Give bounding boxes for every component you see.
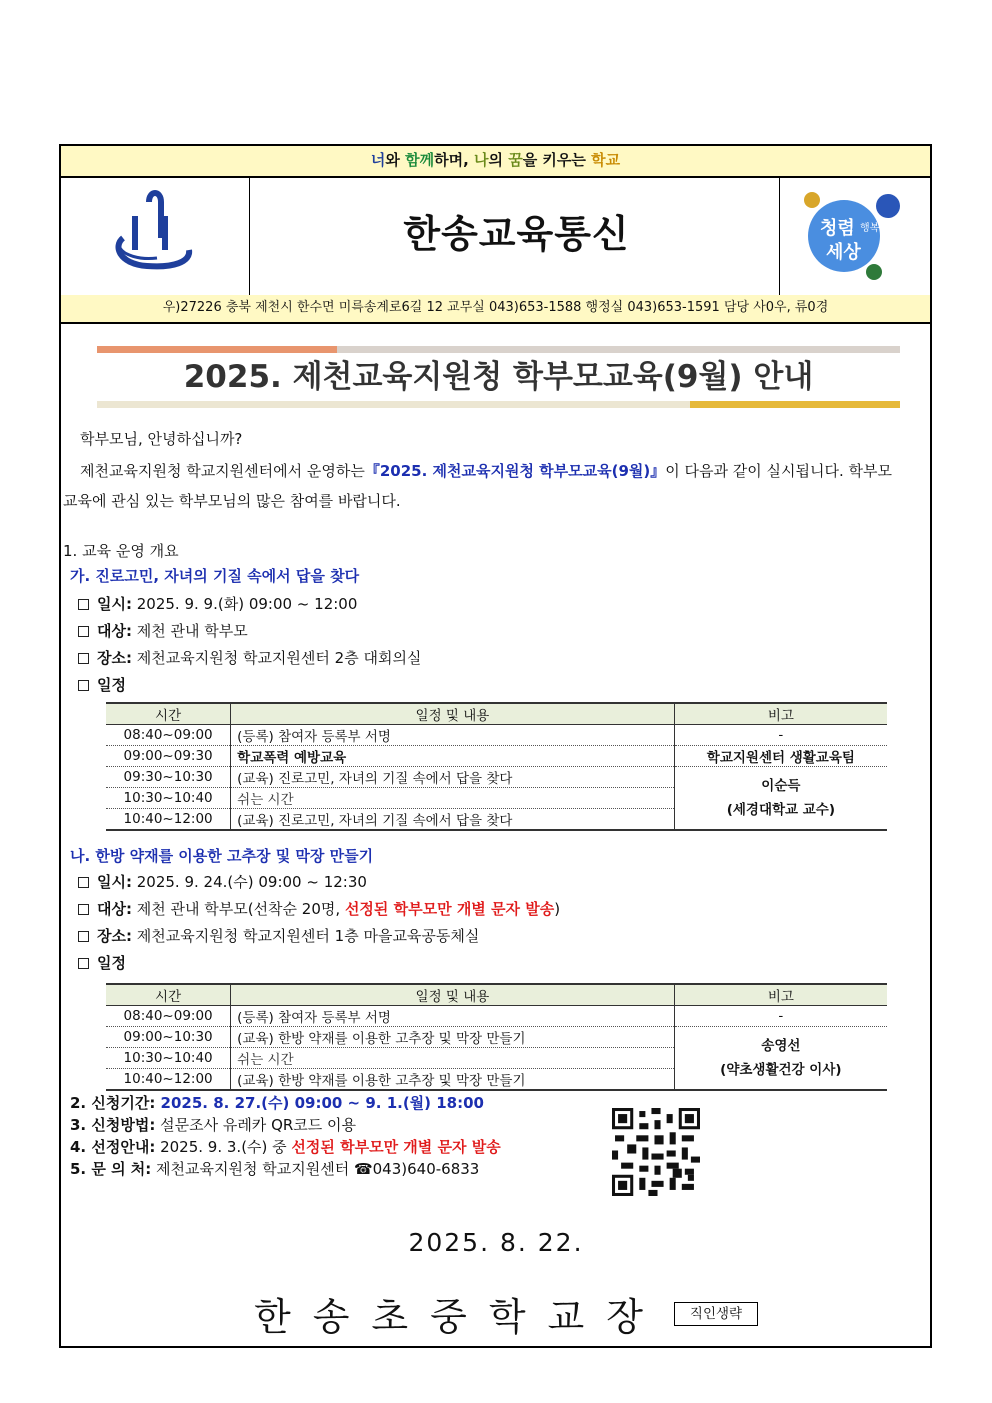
program-a-schedule-label [78, 675, 126, 695]
content-cell: (교육) 진로고민, 자녀의 기질 속에서 답을 찾다 [231, 809, 675, 831]
integrity-badge [779, 176, 930, 295]
item-value: 2025. 8. 27.(수) 09:00 ~ 9. 1.(월) 18:00 [155, 1094, 484, 1112]
checkbox-icon [78, 877, 89, 888]
program-a-place [78, 648, 421, 668]
checkbox-icon [78, 904, 89, 915]
slogan-part: 함께 [405, 151, 435, 169]
highlight-text: 선정된 학부모만 개별 문자 발송 [344, 900, 555, 918]
slogan-part: 을 키우는 [522, 151, 592, 169]
slogan-part: 와 [385, 151, 406, 169]
note-cell: 학교지원센터 생활교육팀 [674, 746, 887, 767]
school-logo-cell [61, 176, 250, 295]
item-label: 2. 신청기간: [70, 1094, 156, 1112]
issue-date: 2025. 8. 22. [408, 1228, 584, 1257]
field-value: ) [554, 900, 561, 918]
content-cell: 쉬는 시간 [231, 788, 675, 809]
content-cell: 학교폭력 예방교육 [231, 746, 675, 767]
time-cell: 09:00~09:30 [106, 746, 231, 767]
column-header: 시간 [106, 984, 231, 1006]
note-cell: - [674, 1006, 887, 1027]
checkbox-icon [78, 931, 89, 942]
field-label: 일시: [97, 595, 132, 613]
column-header: 비고 [674, 984, 887, 1006]
speaker-affiliation: (약초생활건강 이사) [720, 1062, 842, 1078]
checkbox-icon [78, 958, 89, 969]
content-cell: (등록) 참여자 등록부 서명 [231, 1006, 675, 1027]
field-label: 장소: [97, 927, 132, 945]
speaker-cell [674, 767, 887, 831]
item-label: 3. 신청방법: [70, 1116, 156, 1134]
note-cell: - [674, 725, 887, 746]
apply-period [70, 1093, 484, 1113]
column-header: 비고 [674, 703, 887, 725]
item-value: 설문조사 유레카 QR코드 이용 [155, 1116, 357, 1134]
table-row [106, 767, 887, 788]
speaker-affiliation: (세경대학교 교수) [726, 802, 836, 818]
selection-notice [70, 1137, 501, 1157]
time-cell: 09:00~10:30 [106, 1027, 231, 1048]
field-value: 제천교육지원청 학교지원센터 1층 마을교육공동체실 [131, 927, 480, 945]
checkbox-icon [78, 626, 89, 637]
program-b-target [78, 899, 560, 919]
title-bar-accent [690, 401, 900, 408]
item-value: 2025. 9. 3.(수) 중 [155, 1138, 292, 1156]
content-cell: (교육) 한방 약재를 이용한 고추장 및 막장 만들기 [231, 1027, 675, 1048]
qr-code-icon[interactable] [612, 1108, 700, 1196]
speaker-name: 이순득 [761, 778, 801, 794]
column-header: 일정 및 내용 [231, 703, 675, 725]
item-value: 제천교육지원청 학교지원센터 ☎043)640-6833 [151, 1160, 480, 1178]
greeting: 학부모님, 안녕하십니까? [80, 430, 243, 448]
school-logo-icon [61, 176, 249, 293]
highlight-text: 선정된 학부모만 개별 문자 발송 [291, 1138, 501, 1156]
field-label: 대상: [97, 900, 132, 918]
checkbox-icon [78, 599, 89, 610]
program-a-target [78, 621, 248, 641]
time-cell: 10:30~10:40 [106, 1048, 231, 1069]
newsletter-title: 한송교육통신 [403, 212, 630, 256]
checkbox-icon [78, 680, 89, 691]
content-cell: (교육) 한방 약재를 이용한 고추장 및 막장 만들기 [231, 1069, 675, 1091]
program-b-schedule-label [78, 953, 126, 973]
schedule-table-a [106, 702, 887, 831]
school-address: 우)27226 충북 제천시 한수면 미륵송계로6길 12 교무실 043)653-1588 행정실 043)653-1591 담당 사0우, 류0경 [61, 295, 930, 324]
document-title: 2025. 제천교육지원청 학부모교육(9월) 안내 [183, 359, 814, 395]
field-value: 제천 관내 학부모 [131, 622, 248, 640]
content-cell: 쉬는 시간 [231, 1048, 675, 1069]
seal-omitted-stamp: 직인생략 [674, 1302, 758, 1326]
badge-word: 청렴 [820, 218, 855, 239]
field-value: 제천 관내 학부모(선착순 20명, [131, 900, 345, 918]
time-cell: 09:30~10:30 [106, 767, 231, 788]
contact-info [70, 1159, 479, 1179]
content-cell: (등록) 참여자 등록부 서명 [231, 725, 675, 746]
program-name: 『2025. 제천교육지원청 학부모교육(9월)』 [364, 462, 666, 480]
intro-line-1 [80, 461, 892, 481]
table-row [106, 746, 887, 767]
content-cell: (교육) 진로고민, 자녀의 기질 속에서 답을 찾다 [231, 767, 675, 788]
title-bar-accent [97, 346, 337, 353]
field-label: 일정 [97, 676, 126, 694]
principal-signature: 한송초중학교장 [254, 1295, 665, 1339]
speaker-cell [674, 1027, 887, 1091]
checkbox-icon [78, 653, 89, 664]
column-header: 일정 및 내용 [231, 984, 675, 1006]
program-b-place [78, 926, 479, 946]
program-b-date [78, 872, 367, 892]
slogan-part: 나 [474, 151, 489, 169]
table-header-row [106, 984, 887, 1006]
table-row [106, 725, 887, 746]
slogan-part: 하며, [434, 151, 474, 169]
program-a-title: 가. 진로고민, 자녀의 기질 속에서 답을 찾다 [70, 567, 360, 585]
intro-text: 이 다음과 같이 실시됩니다. 학부모 [665, 462, 892, 480]
field-label: 일시: [97, 873, 132, 891]
badge-word: 행복 [860, 223, 880, 234]
item-label: 4. 선정안내: [70, 1138, 156, 1156]
field-label: 장소: [97, 649, 132, 667]
time-cell: 10:40~12:00 [106, 809, 231, 831]
schedule-table-b [106, 983, 887, 1091]
masthead [61, 176, 930, 297]
slogan-part: 꿈 [508, 151, 523, 169]
program-a-date [78, 594, 357, 614]
badge-word: 세상 [826, 242, 861, 263]
table-row [106, 1006, 887, 1027]
school-slogan [61, 146, 930, 178]
program-b-title: 나. 한방 약재를 이용한 고추장 및 막장 만들기 [70, 847, 374, 865]
speaker-name: 송영선 [761, 1038, 801, 1054]
intro-line-2: 교육에 관심 있는 학부모님의 많은 참여를 바랍니다. [63, 492, 401, 510]
field-value: 제천교육지원청 학교지원센터 2층 대회의실 [131, 649, 422, 667]
field-value: 2025. 9. 9.(화) 09:00 ~ 12:00 [131, 595, 358, 613]
field-value: 2025. 9. 24.(수) 09:00 ~ 12:30 [131, 873, 367, 891]
intro-text: 제천교육지원청 학교지원센터에서 운영하는 [80, 462, 365, 480]
field-label: 대상: [97, 622, 132, 640]
section-heading: 1. 교육 운영 개요 [63, 542, 179, 560]
document-title-block [97, 346, 900, 408]
slogan-part: 너 [370, 151, 386, 169]
field-label: 일정 [97, 954, 126, 972]
time-cell: 08:40~09:00 [106, 1006, 231, 1027]
apply-method [70, 1115, 356, 1135]
slogan-part: 의 [488, 151, 509, 169]
time-cell: 08:40~09:00 [106, 725, 231, 746]
table-row [106, 1027, 887, 1048]
time-cell: 10:40~12:00 [106, 1069, 231, 1091]
slogan-part: 학교 [591, 151, 621, 169]
table-header-row [106, 703, 887, 725]
time-cell: 10:30~10:40 [106, 788, 231, 809]
column-header: 시간 [106, 703, 231, 725]
item-label: 5. 문 의 처: [70, 1160, 152, 1178]
integrity-badge-icon [780, 176, 930, 293]
